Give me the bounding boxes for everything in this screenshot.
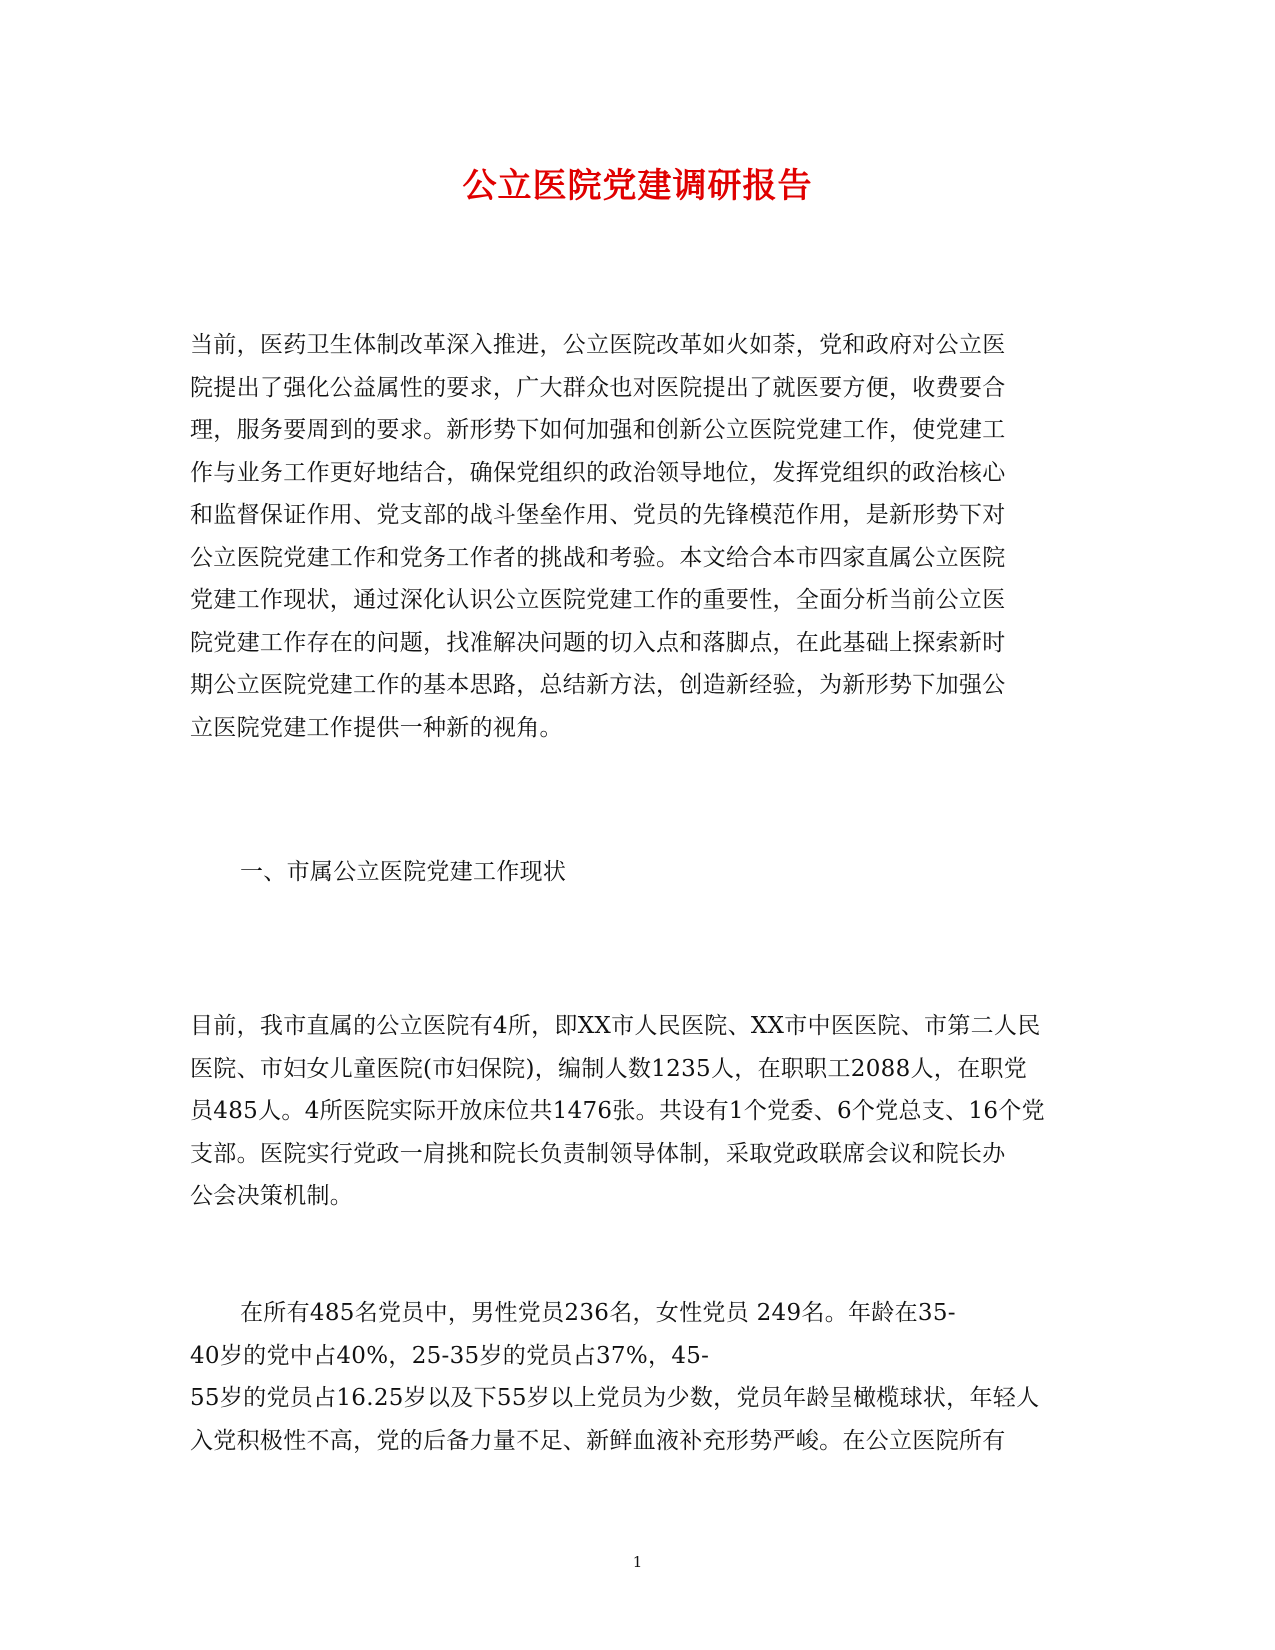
paragraph-line: 医院、市妇女儿童医院(市妇保院)，编制人数1235人，在职职工2088人，在职党 — [190, 1055, 1028, 1082]
paragraph-line: 理，服务要周到的要求。新形势下如何加强和创新公立医院党建工作，使党建工 — [190, 417, 1006, 443]
intro-paragraph — [190, 324, 1085, 749]
paragraph-line: 支部。医院实行党政一肩挑和院长负责制领导体制，采取党政联席会议和院长办 — [190, 1140, 1006, 1167]
section-heading-text: 一、市属公立医院党建工作现状 — [240, 859, 567, 885]
paragraph-line: 当前，医药卫生体制改革深入推进，公立医院改革如火如荼，党和政府对公立医 — [190, 332, 1006, 358]
members-paragraph — [190, 1292, 1085, 1462]
paragraph-line: 院提出了强化公益属性的要求，广大群众也对医院提出了就医要方便，收费要合 — [190, 374, 1006, 401]
section-heading — [240, 851, 1085, 894]
paragraph-line: 和监督保证作用、党支部的战斗堡垒作用、党员的先锋模范作用，是新形势下对 — [190, 502, 1006, 528]
paragraph-line: 在所有485名党员中，男性党员236名，女性党员 249名。年龄在35- — [240, 1300, 956, 1326]
paragraph-line: 55岁的党员占16.25岁以及下55岁以上党员为少数，党员年龄呈橄榄球状，年轻人 — [190, 1385, 1040, 1411]
paragraph-line: 员485人。4所医院实际开放床位共1476张。共设有1个党委、6个党总支、16个党 — [190, 1098, 1045, 1124]
paragraph-line: 入党积极性不高，党的后备力量不足、新鲜血液补充形势严峻。在公立医院所有 — [190, 1427, 1006, 1454]
paragraph-line: 期公立医院党建工作的基本思路，总结新方法，创造新经验，为新形势下加强公 — [190, 672, 1006, 698]
paragraph-line: 党建工作现状，通过深化认识公立医院党建工作的重要性，全面分析当前公立医 — [190, 587, 1006, 613]
paragraph-line: 公会决策机制。 — [190, 1183, 354, 1209]
paragraph-line: 作与业务工作更好地结合，确保党组织的政治领导地位，发挥党组织的政治核心 — [190, 459, 1006, 486]
paragraph-line: 目前，我市直属的公立医院有4所，即XX市人民医院、XX市中医医院、市第二人民 — [190, 1013, 1041, 1039]
status-paragraph — [190, 1005, 1085, 1218]
document-title: 公立医院党建调研报告 — [462, 166, 813, 206]
paragraph-line: 院党建工作存在的问题，找准解决问题的切入点和落脚点，在此基础上探索新时 — [190, 629, 1006, 656]
paragraph-line: 公立医院党建工作和党务工作者的挑战和考验。本文给合本市四家直属公立医院 — [190, 544, 1006, 571]
paragraph-line: 立医院党建工作提供一种新的视角。 — [190, 714, 563, 741]
paragraph-line: 40岁的党中占40%，25-35岁的党员占37%，45- — [190, 1342, 710, 1369]
page-number: 1 — [632, 1553, 643, 1571]
